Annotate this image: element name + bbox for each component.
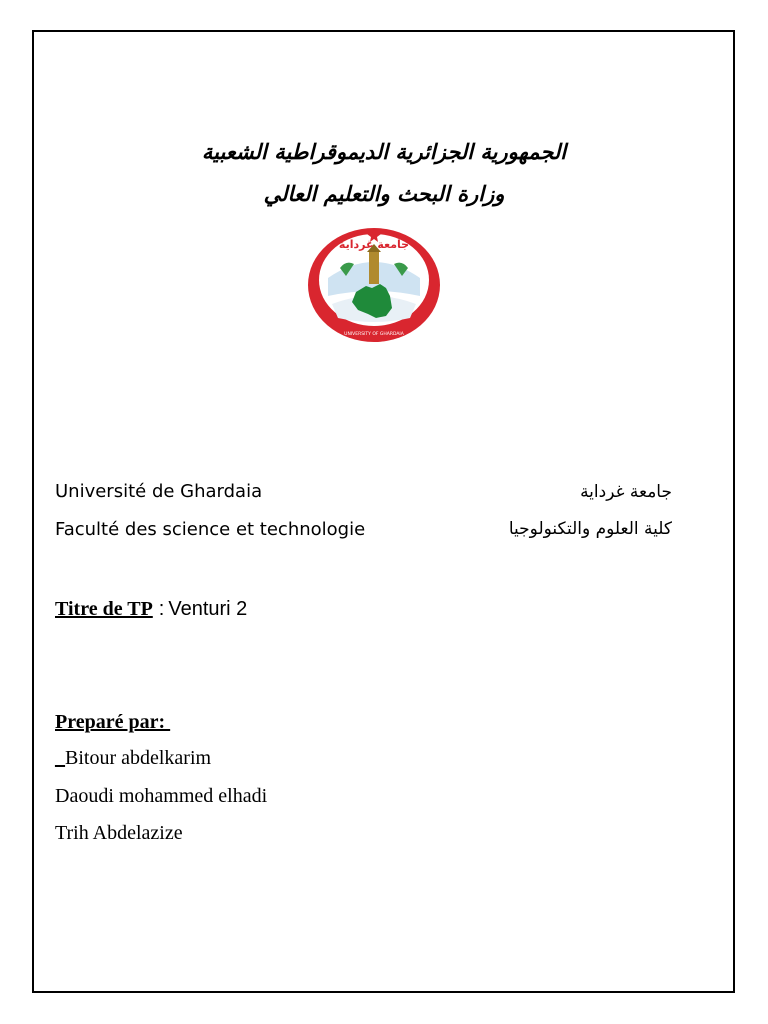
page-border: [32, 30, 735, 993]
faculty-name-fr: Faculté des science et technologie: [55, 519, 366, 540]
member-name: [55, 747, 211, 770]
arabic-ministry-title: وزارة البحث والتعليم العالي: [263, 182, 505, 206]
university-logo: [306, 226, 442, 344]
logo-bottom-text: UNIVERSITY OF GHARDAIA: [344, 332, 404, 337]
member-name: Trih Abdelazize: [55, 822, 183, 844]
prepared-by-label: Preparé par:: [55, 711, 171, 733]
logo-tower: [369, 252, 379, 284]
university-name-fr: Université de Ghardaia: [55, 481, 263, 502]
arabic-republic-title: الجمهورية الجزائرية الديموقراطية الشعبية: [201, 140, 567, 164]
logo-ring-arabic: جامعة غرداية: [338, 238, 410, 251]
member-name-text: Bitour abdelkarim: [65, 747, 212, 769]
tp-title-line: [55, 596, 247, 621]
tp-title-label: Titre de TP: [55, 598, 153, 620]
university-name-ar: جامعة غرداية: [580, 482, 672, 502]
tp-title-separator: :: [158, 598, 165, 620]
member-name: Daoudi mohammed elhadi: [55, 785, 268, 807]
member-underscore-mark: _: [55, 747, 65, 769]
faculty-name-ar: كلية العلوم والتكنولوجيا: [508, 519, 672, 539]
tp-title-value: Venturi 2: [168, 598, 248, 620]
